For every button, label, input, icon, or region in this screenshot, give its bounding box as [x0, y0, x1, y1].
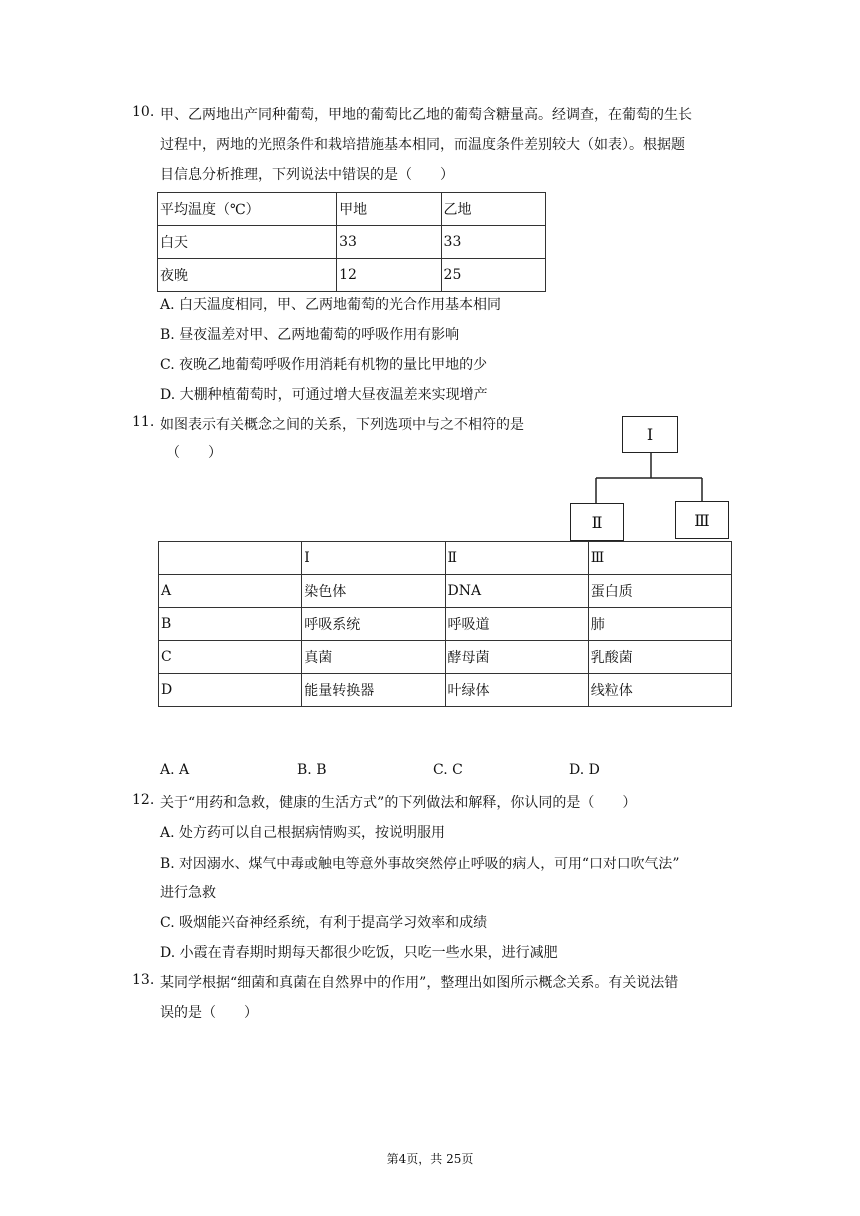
q11-stem: 如图表示有关概念之间的关系，下列选项中与之不相符的是 [160, 417, 524, 433]
table-header-cell [159, 542, 302, 575]
table-cell: 酵母菌 [445, 641, 588, 674]
table-header-cell: 甲地 [337, 193, 441, 226]
table-cell: 33 [337, 226, 441, 259]
table-header-cell: 乙地 [441, 193, 545, 226]
page-footer: 第4页，共 25页 [386, 1152, 474, 1166]
q10-option-a: A. 白天温度相同，甲、乙两地葡萄的光合作用基本相同 [160, 297, 502, 313]
table-cell: 33 [441, 226, 545, 259]
q11-options-table [158, 541, 732, 707]
q12-option-c: C. 吸烟能兴奋神经系统，有利于提高学习效率和成绩 [160, 915, 488, 931]
q13-number: 13. [132, 972, 155, 988]
diagram-box-left: Ⅱ [570, 503, 624, 541]
q12-option-a: A. 处方药可以自己根据病情购买，按说明服用 [160, 825, 446, 841]
table-cell: 染色体 [302, 575, 445, 608]
q13-stem-line-1: 某同学根据“细菌和真菌在自然界中的作用”，整理出如图所示概念关系。有关说法错 [160, 975, 679, 991]
table-cell: 叶绿体 [445, 674, 588, 707]
table-cell: 白天 [158, 226, 337, 259]
q12-option-b-continued: 进行急救 [160, 885, 216, 901]
table-cell: 能量转换器 [302, 674, 445, 707]
q12-stem: 关于“用药和急救，健康的生活方式”的下列做法和解释，你认同的是（ ） [160, 795, 637, 811]
table-header-cell: Ⅲ [588, 542, 731, 575]
q11-option-d: D. D [569, 762, 600, 778]
q10-stem-line-1: 甲、乙两地出产同种葡萄，甲地的葡萄比乙地的葡萄含糖量高。经调查，在葡萄的生长 [160, 107, 692, 123]
q10-option-b: B. 昼夜温差对甲、乙两地葡萄的呼吸作用有影响 [160, 327, 460, 343]
table-cell: B [159, 608, 302, 641]
q11-option-a: A. A [160, 762, 190, 778]
diagram-box-top: Ⅰ [622, 416, 678, 453]
table-cell: A [159, 575, 302, 608]
q10-temperature-table [157, 192, 546, 292]
q12-option-b: B. 对因溺水、煤气中毒或触电等意外事故突然停止呼吸的病人，可用“口对口吹气法” [160, 856, 680, 872]
table-cell: D [159, 674, 302, 707]
table-cell: 线粒体 [588, 674, 731, 707]
q13-stem-line-2: 误的是（ ） [160, 1005, 258, 1021]
q11-number: 11. [132, 414, 155, 430]
diagram-box-right: Ⅲ [675, 501, 729, 539]
table-cell: 呼吸系统 [302, 608, 445, 641]
table-cell: C [159, 641, 302, 674]
q11-option-b: B. B [297, 762, 327, 778]
q10-stem-line-2: 过程中，两地的光照条件和栽培措施基本相同，而温度条件差别较大（如表）。根据题 [160, 137, 685, 153]
table-header-cell: Ⅰ [302, 542, 445, 575]
q10-stem-line-3: 目信息分析推理，下列说法中错误的是（ ） [160, 167, 454, 183]
q10-number: 10. [132, 104, 155, 120]
q11-option-c: C. C [433, 762, 463, 778]
table-header-cell: Ⅱ [445, 542, 588, 575]
table-cell: 肺 [588, 608, 731, 641]
q12-option-d: D. 小霞在青春期时期每天都很少吃饭，只吃一些水果，进行减肥 [160, 945, 558, 961]
table-cell: 蛋白质 [588, 575, 731, 608]
table-cell: 呼吸道 [445, 608, 588, 641]
q12-number: 12. [132, 792, 155, 808]
table-cell: 乳酸菌 [588, 641, 731, 674]
table-cell: 25 [441, 259, 545, 292]
table-header-cell: 平均温度（℃） [158, 193, 337, 226]
table-cell: 真菌 [302, 641, 445, 674]
table-cell: 12 [337, 259, 441, 292]
q11-answer-paren: （ ） [166, 445, 222, 461]
table-cell: DNA [445, 575, 588, 608]
q10-option-d: D. 大棚种植葡萄时，可通过增大昼夜温差来实现增产 [160, 387, 488, 403]
table-cell: 夜晚 [158, 259, 337, 292]
q10-option-c: C. 夜晚乙地葡萄呼吸作用消耗有机物的量比甲地的少 [160, 357, 488, 373]
